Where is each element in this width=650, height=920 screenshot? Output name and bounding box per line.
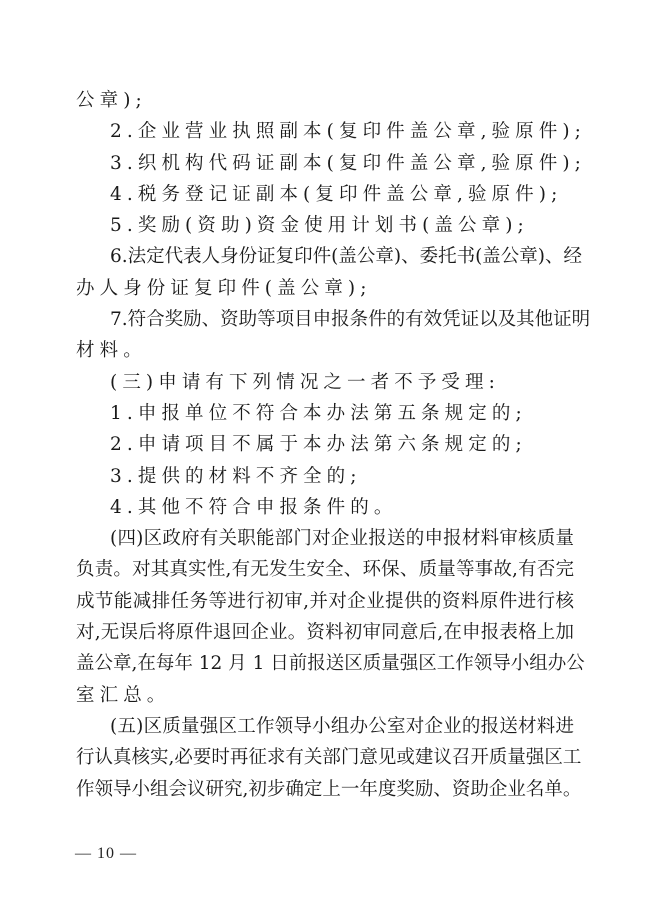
list-item-4: 4.税务登记证副本(复印件盖公章,验原件); — [110, 183, 563, 205]
rejection-item-2: 2.申请项目不属于本办法第六条规定的; — [110, 434, 527, 456]
section-4-paragraph-cont: 成节能减排任务等进行初审,并对企业提供的资料原件进行核 — [76, 590, 574, 612]
rejection-item-1: 1.申报单位不符合本办法第五条规定的; — [110, 402, 527, 424]
section-3-heading: (三)申请有下列情况之一者不予受理: — [110, 371, 500, 393]
text-line: 公章); — [76, 90, 147, 111]
list-item-5: 5.奖励(资助)资金使用计划书(盖公章); — [110, 215, 529, 237]
rejection-item-3: 3.提供的材料不齐全的; — [110, 465, 362, 487]
list-item-2: 2.企业营业执照副本(复印件盖公章,验原件); — [110, 121, 587, 143]
list-item-3: 3.织机构代码证副本(复印件盖公章,验原件); — [110, 152, 587, 174]
section-4-paragraph-cont: 负责。对其真实性,有无发生安全、环保、质量等事故,有否完 — [76, 559, 574, 581]
section-5-paragraph: (五)区质量强区工作领导小组办公室对企业的报送材料进 — [110, 715, 574, 737]
rejection-item-4: 4.其他不符合申报条件的。 — [110, 496, 398, 518]
list-item-6-cont: 办人身份证复印件(盖公章); — [76, 277, 372, 299]
section-4-paragraph-cont: 室汇总。 — [76, 684, 171, 706]
section-4-paragraph: (四)区政府有关职能部门对企业报送的申报材料审核质量 — [110, 528, 574, 550]
list-item-7: 7.符合奖励、资助等项目申报条件的有效凭证以及其他证明 — [110, 309, 591, 331]
section-4-paragraph-cont: 对,无误后将原件退回企业。资料初审同意后,在申报表格上加 — [76, 622, 574, 644]
section-5-paragraph-cont: 行认真核实,必要时再征求有关部门意见或建议召开质量强区工 — [76, 747, 582, 769]
list-item-7-cont: 材料。 — [76, 340, 147, 362]
section-5-paragraph-cont: 作领导小组会议研究,初步确定上一年度奖励、资助企业名单。 — [76, 778, 582, 800]
page-number: — 10 — — [75, 845, 137, 862]
list-item-6: 6.法定代表人身份证复印件(盖公章)、委托书(盖公章)、经 — [110, 246, 583, 268]
section-4-paragraph-cont: 盖公章,在每年 12 月 1 日前报送区质量强区工作领导小组办公 — [76, 653, 585, 675]
body-text — [76, 85, 591, 805]
